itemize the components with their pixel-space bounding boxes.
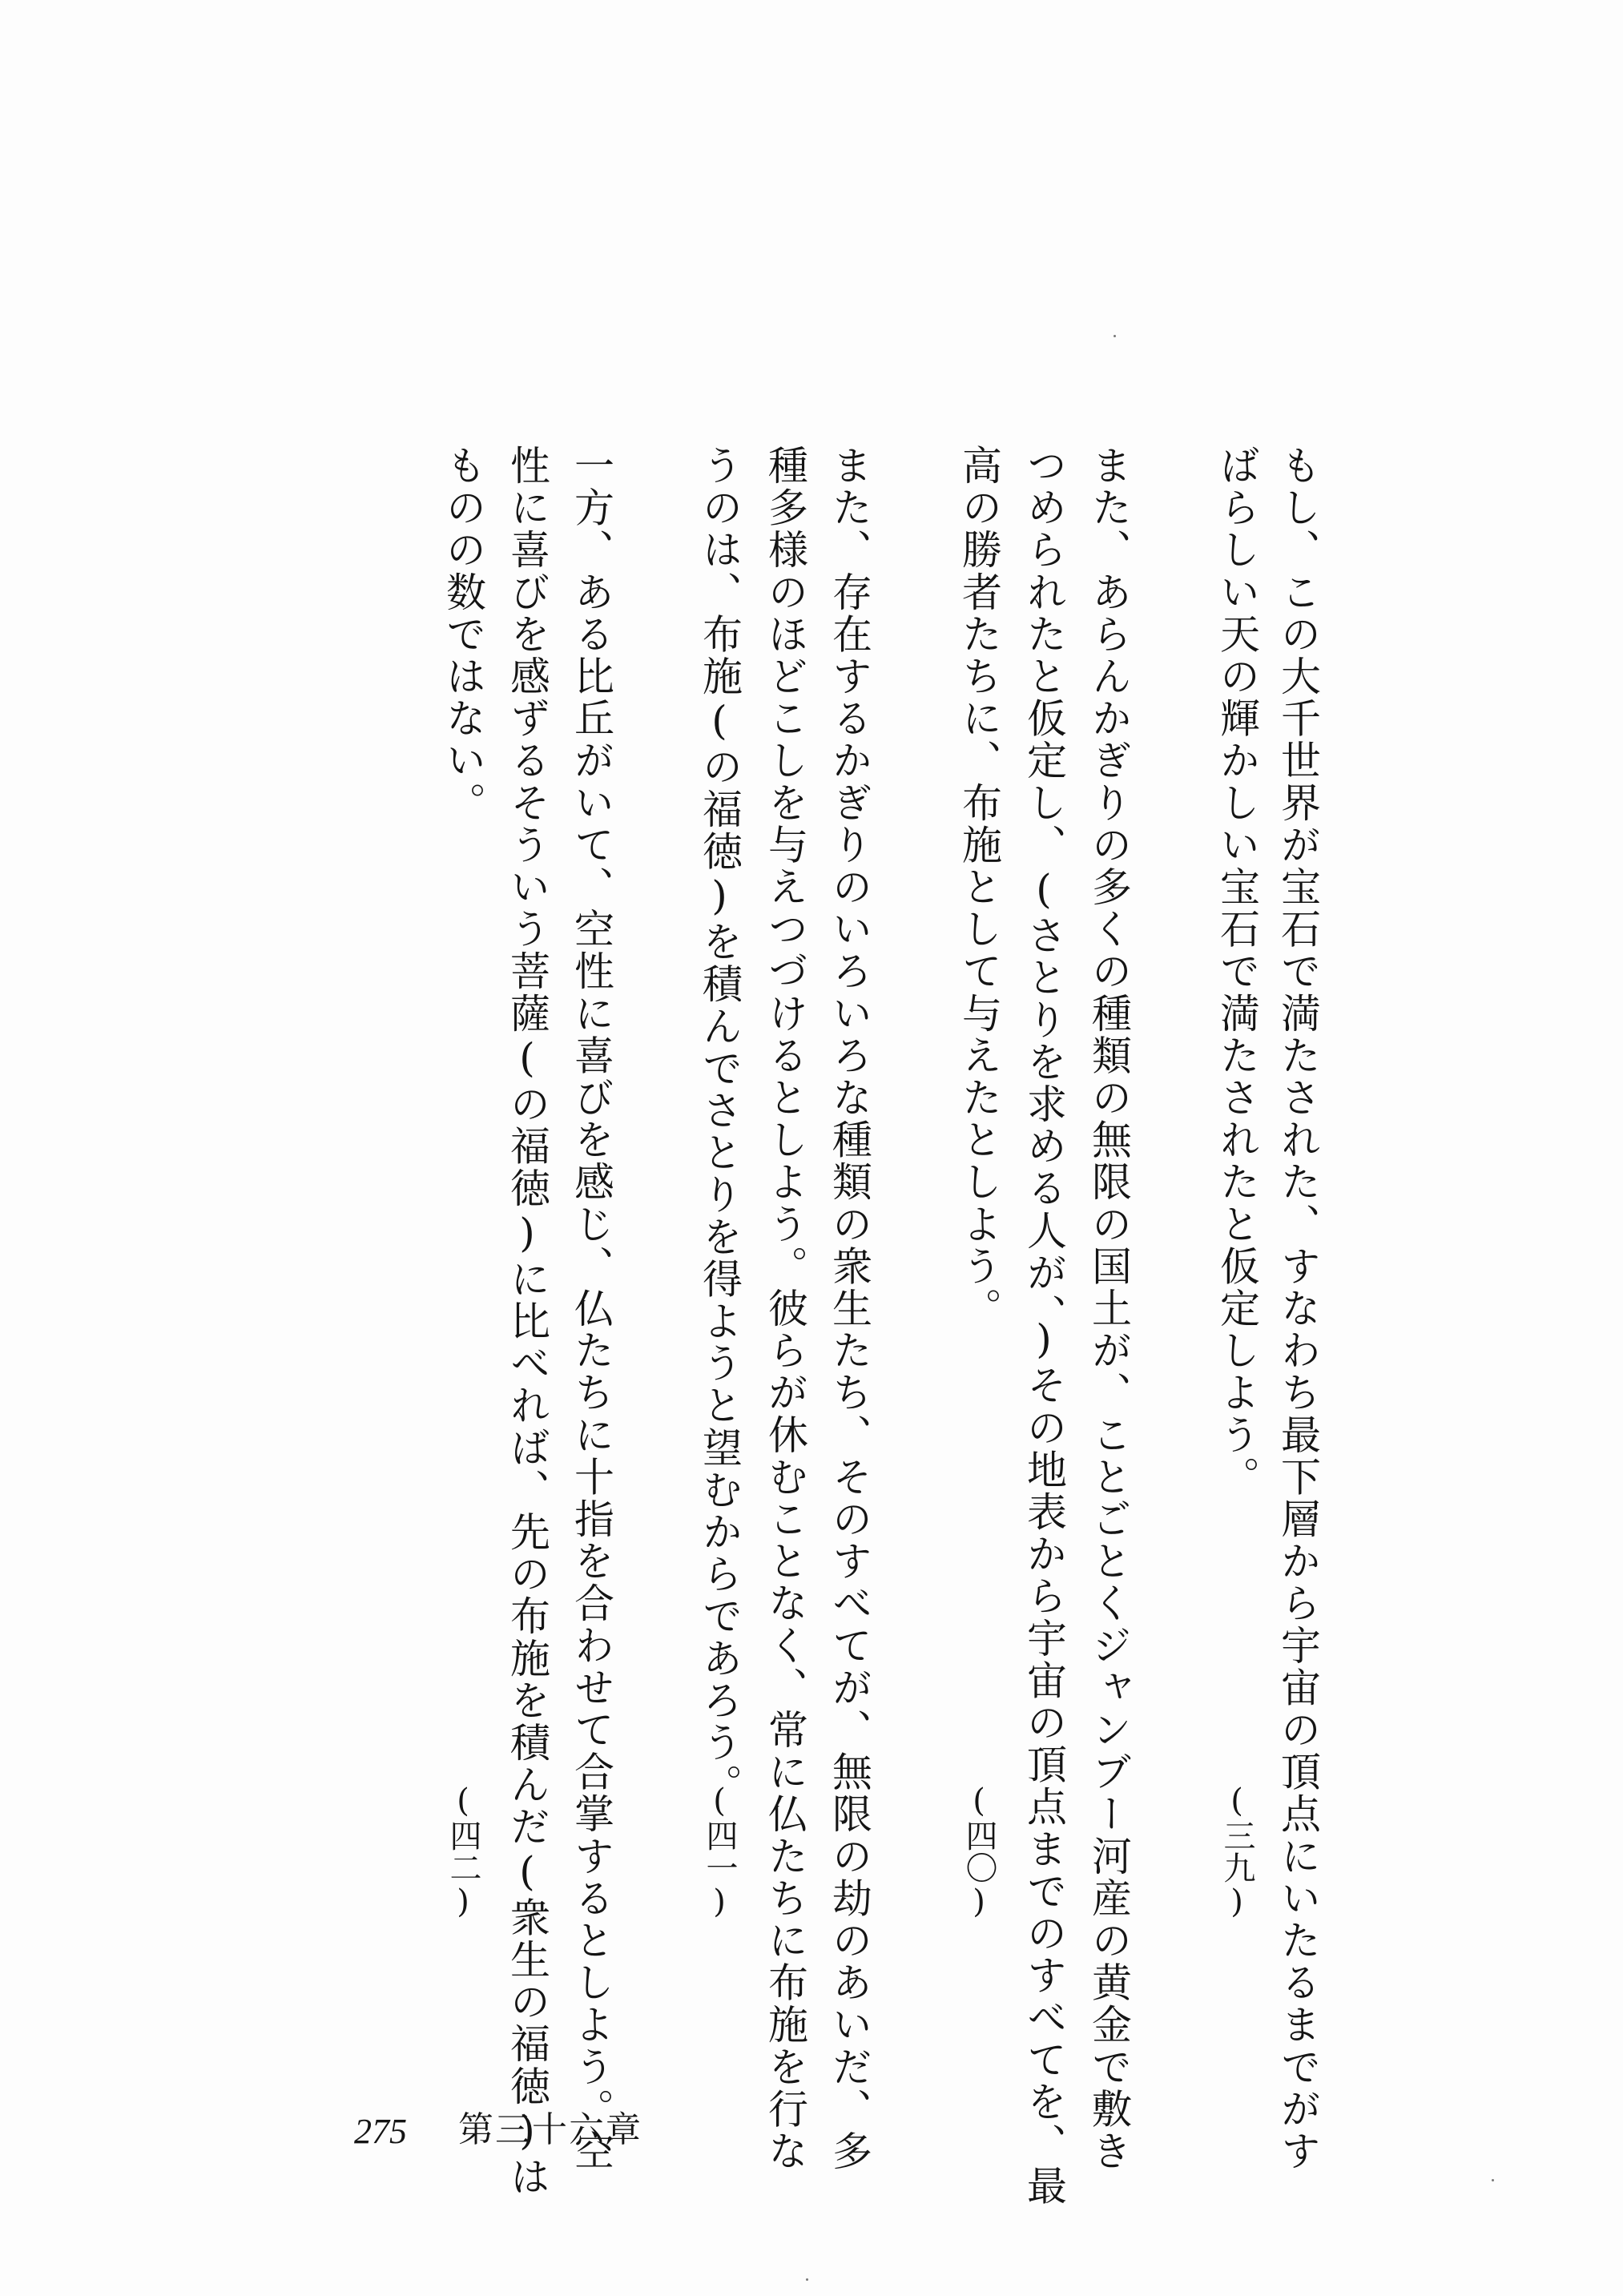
page-number: 275: [354, 2112, 407, 2151]
text-line: また、存在するかぎりのいろいろな種類の衆生たち、そのすべてが、無限の劫のあいだ、多: [826, 445, 872, 2173]
text-line: つめられたと仮定し、(さとりを求める人が、)その地表から宇宙の頂点までのすべてを、最: [1021, 445, 1067, 2208]
text-line: うのは、布施(の福徳)を積んでさとりを得ようと望むからであろう。: [696, 445, 743, 1807]
text-line: ばらしい天の輝かしい宝石で満たされたと仮定しよう。: [1214, 445, 1260, 1498]
text-line: また、あらんかぎりの多くの種類の無限の国土が、ことごとくジャンブー河産の黄金で敷き: [1085, 445, 1132, 2173]
text-line: 性に喜びを感ずるそういう菩薩(の福徳)に比べれば、先の布施を積んだ(衆生の福徳)は: [504, 445, 550, 2198]
text-line: 高の勝者たちに、布施として与えたとしよう。: [956, 445, 1002, 1330]
verse-number: (四二): [445, 1782, 481, 1920]
chapter-title: 第三十六章: [458, 2109, 642, 2150]
scan-speck: [806, 2278, 808, 2281]
verse-number: (四一): [701, 1782, 738, 1920]
text-line: ものの数ではない。: [440, 445, 486, 824]
text-line: 種多様のほどこしを与えつづけるとしよう。彼らが休むことなく、常に仏たちに布施を行な: [762, 445, 808, 2173]
text-line: もし、この大千世界が宝石で満たされた、すなわち最下層から宇宙の頂点にいたるまでがす: [1275, 445, 1321, 2173]
scan-speck: [1114, 335, 1116, 337]
verse-number: (三九): [1218, 1782, 1255, 1920]
scan-speck: [1492, 2179, 1494, 2181]
text-line: 一方、ある比丘がいて、空性に喜びを感じ、仏たちに十指を合わせて合掌するとしよう。空: [568, 445, 614, 2173]
verse-number: (四〇): [961, 1782, 997, 1920]
